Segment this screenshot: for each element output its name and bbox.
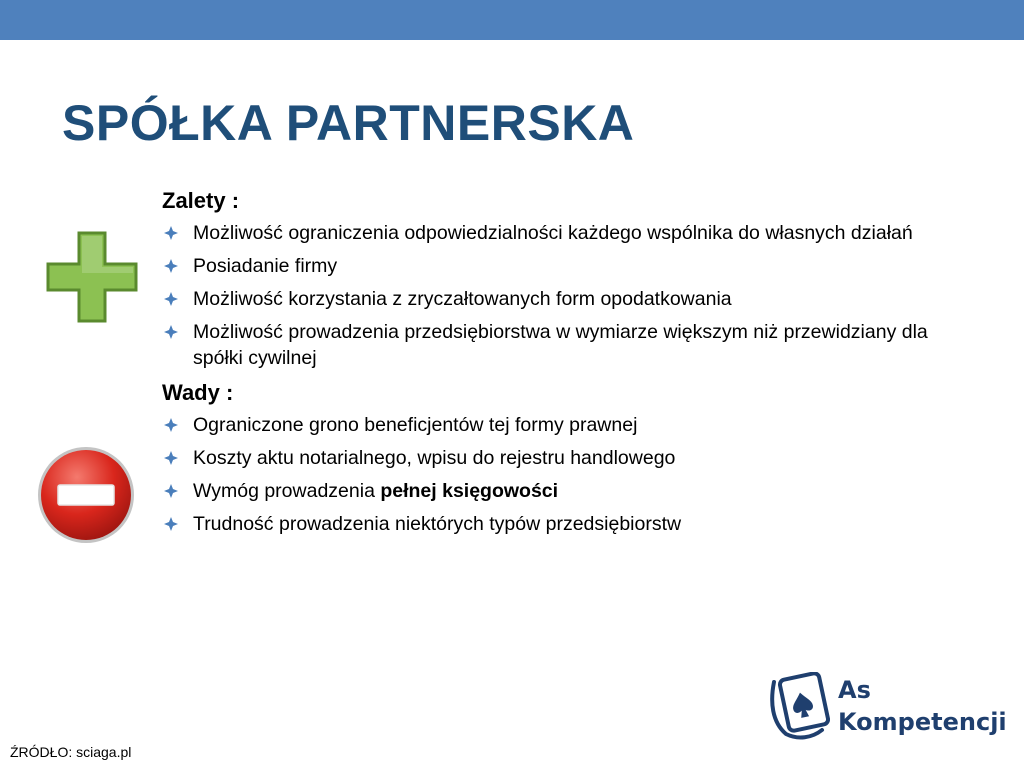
list-item-text: Ograniczone grono beneficjentów tej formy prawnej bbox=[193, 414, 638, 436]
spade-card-logo-icon bbox=[768, 672, 830, 740]
list-item bbox=[162, 445, 982, 471]
list-item bbox=[162, 478, 982, 504]
list-item bbox=[162, 319, 982, 371]
list-item bbox=[162, 286, 982, 312]
diamond-bullet-icon bbox=[164, 259, 178, 273]
logo-text-line2: Kompetencji bbox=[838, 708, 1007, 736]
cons-heading: Wady : bbox=[162, 380, 234, 405]
diamond-bullet-icon bbox=[164, 325, 178, 339]
diamond-bullet-icon bbox=[164, 451, 178, 465]
list-item-text bbox=[193, 480, 558, 502]
minus-icon bbox=[36, 445, 136, 545]
plus-icon bbox=[46, 231, 138, 323]
diamond-bullet-icon bbox=[164, 292, 178, 306]
list-item-text: Możliwość prowadzenia przedsiębiorstwa w wymiarze większym niż przewidziany dla spółki cywilnej bbox=[193, 321, 928, 369]
logo-text-line1: As bbox=[838, 676, 871, 704]
list-item bbox=[162, 412, 982, 438]
logo bbox=[768, 672, 1007, 742]
list-item-text: Posiadanie firmy bbox=[193, 255, 338, 277]
source-note: ŹRÓDŁO: sciaga.pl bbox=[10, 744, 132, 760]
slide-title: SPÓŁKA PARTNERSKA bbox=[62, 95, 635, 151]
list-item-text-bold: pełnej księgowości bbox=[380, 480, 559, 502]
list-item bbox=[162, 253, 982, 279]
list-item-text: Możliwość ograniczenia odpowiedzialności każdego wspólnika do własnych działań bbox=[193, 222, 913, 244]
list-item-text: Koszty aktu notarialnego, wpisu do rejestru handlowego bbox=[193, 447, 676, 469]
list-item-text: Trudność prowadzenia niektórych typów przedsiębiorstw bbox=[193, 513, 682, 535]
diamond-bullet-icon bbox=[164, 226, 178, 240]
content-area bbox=[162, 186, 982, 544]
list-item-text-prefix: Wymóg prowadzenia bbox=[193, 480, 381, 502]
pros-list bbox=[162, 220, 982, 371]
cons-list bbox=[162, 412, 982, 537]
diamond-bullet-icon bbox=[164, 484, 178, 498]
pros-heading: Zalety : bbox=[162, 188, 240, 213]
list-item-text: Możliwość korzystania z zryczałtowanych form opodatkowania bbox=[193, 288, 732, 310]
list-item bbox=[162, 511, 982, 537]
diamond-bullet-icon bbox=[164, 418, 178, 432]
list-item bbox=[162, 220, 982, 246]
top-accent-bar bbox=[0, 0, 1024, 40]
diamond-bullet-icon bbox=[164, 517, 178, 531]
